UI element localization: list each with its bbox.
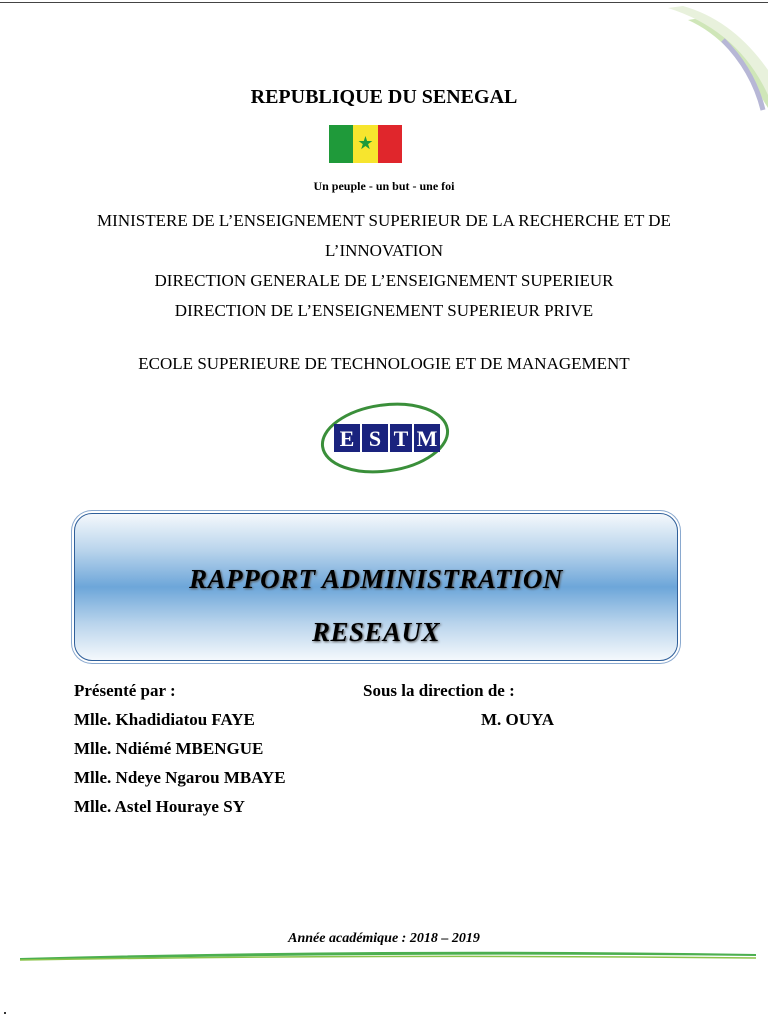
page-mark	[4, 1012, 6, 1014]
report-title-line-1: RAPPORT ADMINISTRATION	[189, 564, 563, 594]
national-motto: Un peuple - un but - une foi	[313, 179, 455, 193]
ministry-line: MINISTERE DE L’ENSEIGNEMENT SUPERIEUR DE LA RECHERCHE ET DE	[97, 211, 671, 230]
estm-logo	[318, 398, 452, 476]
student-name: Mlle. Ndeye Ngarou MBAYE	[74, 768, 286, 787]
logo-letter: T	[393, 426, 409, 451]
report-title-line-2: RESEAUX	[311, 617, 441, 647]
report-title-box	[74, 513, 678, 661]
supervisor-section	[363, 676, 554, 734]
bottom-swoosh-decoration	[20, 946, 756, 962]
ministry-block	[0, 206, 768, 326]
flag-green-band	[329, 125, 353, 163]
student-name: Mlle. Astel Houraye SY	[74, 797, 245, 816]
supervisor-name: M. OUYA	[481, 710, 555, 729]
student-name: Mlle. Ndiémé MBENGUE	[74, 739, 264, 758]
logo-letter: S	[368, 426, 382, 451]
academic-year: Année académique : 2018 – 2019	[288, 931, 480, 946]
senegal-flag	[329, 125, 402, 163]
ministry-line: DIRECTION DE L’ENSEIGNEMENT SUPERIEUR PRIVE	[174, 301, 594, 320]
logo-letter: M	[416, 426, 438, 451]
ministry-line: DIRECTION GENERALE DE L’ENSEIGNEMENT SUPERIEUR	[154, 271, 614, 290]
presented-by-label: Présenté par :	[74, 681, 176, 700]
school-name: ECOLE SUPERIEURE DE TECHNOLOGIE ET DE MANAGEMENT	[138, 354, 630, 373]
flag-yellow-band	[353, 125, 377, 163]
presented-by-section	[74, 676, 286, 821]
republic-heading: REPUBLIQUE DU SENEGAL	[250, 86, 518, 108]
supervisor-label: Sous la direction de :	[363, 681, 515, 700]
flag-star-icon: ★	[357, 133, 374, 154]
logo-letter: E	[339, 426, 355, 451]
ministry-line: L’INNOVATION	[324, 241, 444, 260]
flag-red-band	[378, 125, 402, 163]
corner-decoration	[628, 0, 768, 150]
student-name: Mlle. Khadidiatou FAYE	[74, 710, 255, 729]
